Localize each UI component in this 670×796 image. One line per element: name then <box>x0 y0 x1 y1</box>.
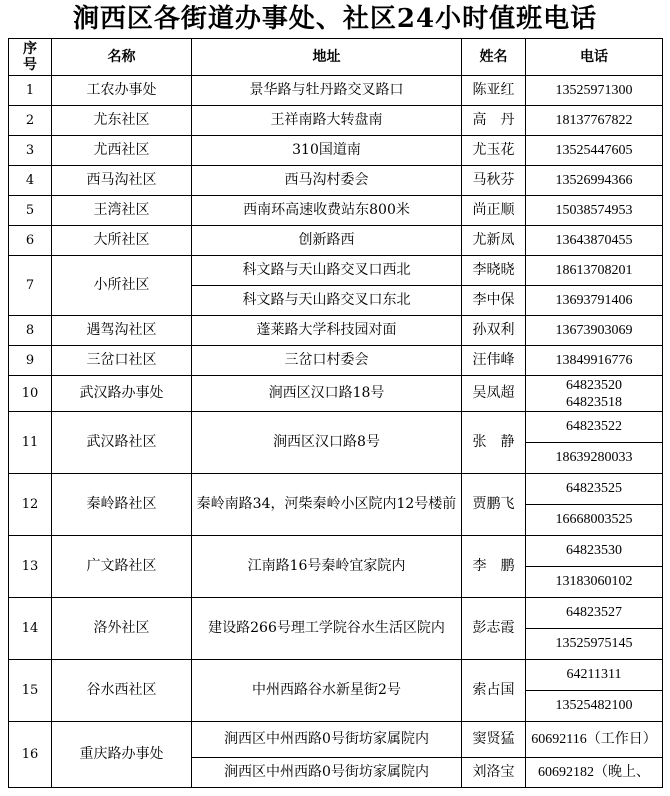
phone-number: 13673903069 <box>555 323 633 338</box>
phone-number: 60692182（晚上、 <box>538 765 650 780</box>
table-header-row <box>9 39 663 76</box>
table-row <box>9 722 663 758</box>
person-cell: 贾鹏飞 <box>462 474 526 536</box>
table-row <box>9 376 663 412</box>
seq-cell: 11 <box>9 412 52 474</box>
table-row <box>9 166 663 196</box>
phone-number: 64823520 <box>566 377 622 393</box>
address-cell: 西南环高速收费站东800米 <box>192 196 462 226</box>
address-cell: 中州西路谷水新星街2号 <box>192 660 462 722</box>
person-cell: 刘洛宝 <box>462 758 526 788</box>
office-name-cell: 遇驾沟社区 <box>52 316 192 346</box>
phone-number: 13525482100 <box>526 690 662 721</box>
phone-cell <box>526 722 663 758</box>
seq-cell: 4 <box>9 166 52 196</box>
phone-number: 18639280033 <box>526 442 662 473</box>
table-row <box>9 106 663 136</box>
office-name-cell: 大所社区 <box>52 226 192 256</box>
address-cell: 涧西区中州西路0号街坊家属院内 <box>192 722 462 758</box>
table-row <box>9 598 663 660</box>
seq-cell: 2 <box>9 106 52 136</box>
phone-number: 18613708201 <box>555 263 633 278</box>
table-body <box>9 76 663 788</box>
table-row <box>9 256 663 286</box>
table-row <box>9 660 663 722</box>
person-cell: 吴凤超 <box>462 376 526 412</box>
office-name-cell: 武汉路办事处 <box>52 376 192 412</box>
phone-number: 15038574953 <box>555 203 633 218</box>
phone-number: 13693791406 <box>555 293 633 308</box>
address-cell: 三岔口村委会 <box>192 346 462 376</box>
person-cell: 尚正顺 <box>462 196 526 226</box>
address-cell: 蓬莱路大学科技园对面 <box>192 316 462 346</box>
person-cell: 李晓晓 <box>462 256 526 286</box>
address-cell: 西马沟村委会 <box>192 166 462 196</box>
header-name: 名称 <box>52 39 192 76</box>
address-cell: 涧西区汉口路18号 <box>192 376 462 412</box>
table-row <box>9 76 663 106</box>
phone-number: 64823522 <box>566 419 622 434</box>
address-cell: 王祥南路大转盘南 <box>192 106 462 136</box>
office-name-cell: 洛外社区 <box>52 598 192 660</box>
header-address: 地址 <box>192 39 462 76</box>
person-cell: 马秋芬 <box>462 166 526 196</box>
person-cell: 汪伟峰 <box>462 346 526 376</box>
phone-cell <box>526 166 663 196</box>
table-row <box>9 536 663 598</box>
office-name-cell: 尤西社区 <box>52 136 192 166</box>
address-cell: 涧西区中州西路0号街坊家属院内 <box>192 758 462 788</box>
office-name-cell: 三岔口社区 <box>52 346 192 376</box>
person-cell: 孙双利 <box>462 316 526 346</box>
phone-number: 13849916776 <box>555 353 633 368</box>
address-cell: 310国道南 <box>192 136 462 166</box>
person-cell: 李 鹏 <box>462 536 526 598</box>
office-name-cell: 秦岭路社区 <box>52 474 192 536</box>
person-cell: 陈亚红 <box>462 76 526 106</box>
office-name-cell: 尤东社区 <box>52 106 192 136</box>
seq-cell: 16 <box>9 722 52 788</box>
person-cell: 李中保 <box>462 286 526 316</box>
phone-number: 13526994366 <box>555 173 633 188</box>
phone-number: 16668003525 <box>526 504 662 535</box>
phone-cell <box>526 76 663 106</box>
duty-phone-table <box>8 38 663 788</box>
seq-cell: 12 <box>9 474 52 536</box>
person-cell: 张 静 <box>462 412 526 474</box>
seq-cell: 8 <box>9 316 52 346</box>
table-row <box>9 346 663 376</box>
table-row <box>9 196 663 226</box>
seq-cell: 7 <box>9 256 52 316</box>
phone-cell <box>526 660 663 722</box>
phone-cell <box>526 536 663 598</box>
address-cell: 建设路266号理工学院谷水生活区院内 <box>192 598 462 660</box>
phone-cell <box>526 256 663 286</box>
phone-cell <box>526 474 663 536</box>
phone-cell <box>526 316 663 346</box>
phone-number: 13643870455 <box>555 233 633 248</box>
phone-number: 64823518 <box>566 394 622 410</box>
phone-number: 64211311 <box>566 667 622 682</box>
phone-number: 13183060102 <box>526 566 662 597</box>
person-cell: 彭志霞 <box>462 598 526 660</box>
office-name-cell: 工农办事处 <box>52 76 192 106</box>
seq-cell: 5 <box>9 196 52 226</box>
table-row <box>9 136 663 166</box>
seq-cell: 6 <box>9 226 52 256</box>
person-cell: 窦贤猛 <box>462 722 526 758</box>
header-phone: 电话 <box>526 39 663 76</box>
office-name-cell: 重庆路办事处 <box>52 722 192 788</box>
phone-cell <box>526 598 663 660</box>
phone-number: 64823527 <box>566 605 622 620</box>
seq-cell: 10 <box>9 376 52 412</box>
office-name-cell: 武汉路社区 <box>52 412 192 474</box>
seq-cell: 1 <box>9 76 52 106</box>
table-row <box>9 226 663 256</box>
header-seq-label: 序号 <box>23 40 37 73</box>
seq-cell: 9 <box>9 346 52 376</box>
phone-number: 64823530 <box>566 543 622 558</box>
office-name-cell: 小所社区 <box>52 256 192 316</box>
phone-cell <box>526 136 663 166</box>
table-row <box>9 412 663 474</box>
header-seq <box>9 39 52 76</box>
table-row <box>9 316 663 346</box>
header-person: 姓名 <box>462 39 526 76</box>
address-cell: 涧西区汉口路8号 <box>192 412 462 474</box>
address-cell: 科文路与天山路交叉口西北 <box>192 256 462 286</box>
person-cell: 尤新凤 <box>462 226 526 256</box>
address-cell: 创新路西 <box>192 226 462 256</box>
address-cell: 景华路与牡丹路交叉路口 <box>192 76 462 106</box>
address-cell: 江南路16号秦岭宜家院内 <box>192 536 462 598</box>
address-cell: 科文路与天山路交叉口东北 <box>192 286 462 316</box>
seq-cell: 13 <box>9 536 52 598</box>
phone-cell <box>526 226 663 256</box>
office-name-cell: 广文路社区 <box>52 536 192 598</box>
office-name-cell: 谷水西社区 <box>52 660 192 722</box>
page-title: 涧西区各街道办事处、社区24小时值班电话 <box>72 4 598 34</box>
phone-number: 18137767822 <box>555 113 633 128</box>
phone-number: 13525971300 <box>555 83 633 98</box>
phone-cell <box>526 758 663 788</box>
phone-cell <box>526 196 663 226</box>
phone-number: 13525975145 <box>526 628 662 659</box>
phone-number: 13525447605 <box>555 143 633 158</box>
phone-cell <box>526 106 663 136</box>
office-name-cell: 西马沟社区 <box>52 166 192 196</box>
seq-cell: 3 <box>9 136 52 166</box>
person-cell: 尤玉花 <box>462 136 526 166</box>
person-cell: 索占国 <box>462 660 526 722</box>
person-cell: 高 丹 <box>462 106 526 136</box>
phone-cell <box>526 286 663 316</box>
phone-cell <box>526 376 663 412</box>
phone-number: 64823525 <box>566 481 622 496</box>
seq-cell: 15 <box>9 660 52 722</box>
seq-cell: 14 <box>9 598 52 660</box>
phone-cell <box>526 412 663 474</box>
table-row <box>9 474 663 536</box>
address-cell: 秦岭南路34，河柴秦岭小区院内12号楼前 <box>192 474 462 536</box>
phone-cell <box>526 346 663 376</box>
phone-number: 60692116（工作日） <box>531 732 657 747</box>
office-name-cell: 王湾社区 <box>52 196 192 226</box>
